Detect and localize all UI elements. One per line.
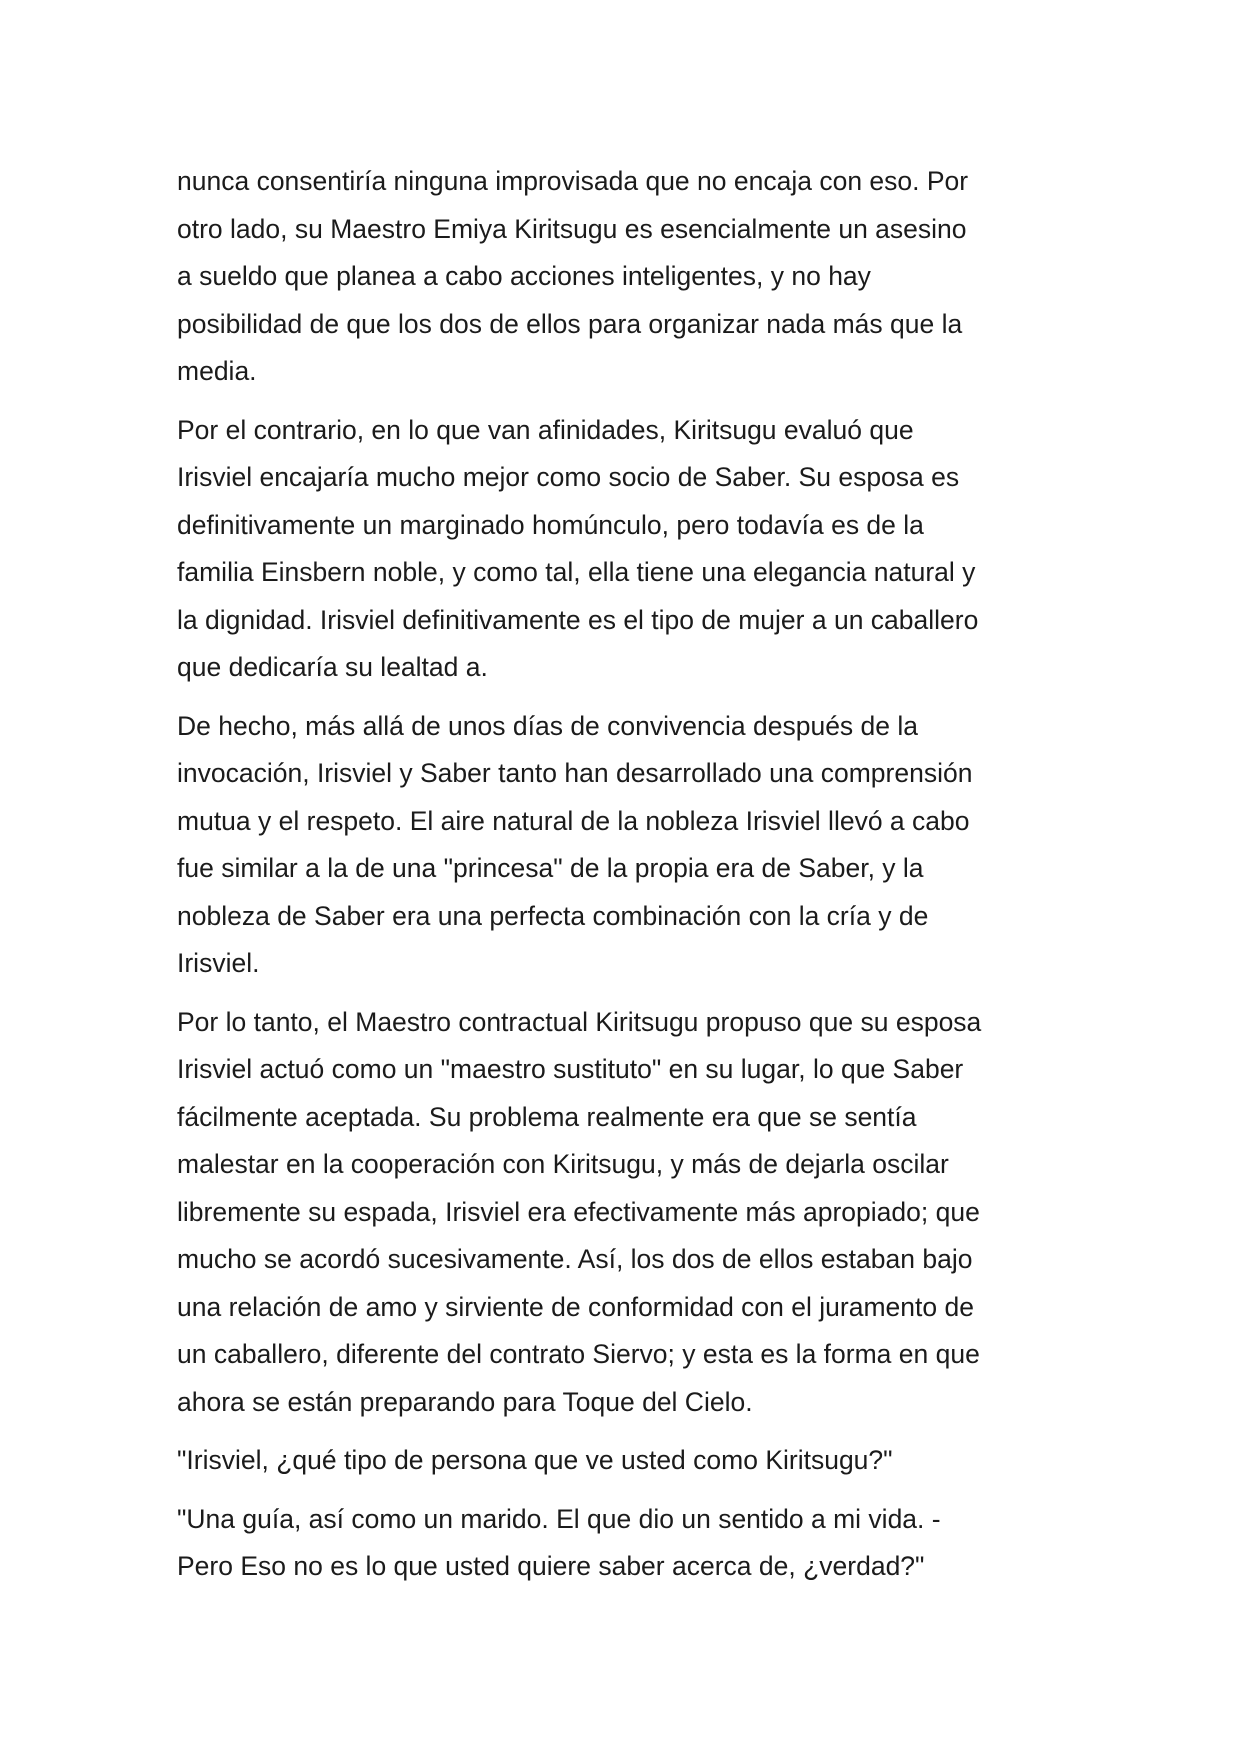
text-line: Irisviel actuó como un "maestro sustituto" en su lugar, lo que Saber xyxy=(177,1054,964,1084)
text-line: familia Einsbern noble, y como tal, ella tiene una elegancia natural y xyxy=(177,557,976,587)
paragraph-3 xyxy=(177,703,1077,988)
text-line: Irisviel. xyxy=(177,948,260,978)
text-line: otro lado, su Maestro Emiya Kiritsugu es esencialmente un asesino xyxy=(177,213,967,244)
text-line: posibilidad de que los dos de ellos para organizar nada más que la xyxy=(177,308,963,339)
paragraph-2 xyxy=(177,407,1077,692)
text-line: "Irisviel, ¿qué tipo de persona que ve usted como Kiritsugu?" xyxy=(177,1445,893,1475)
text-line: Pero Eso no es lo que usted quiere saber acerca de, ¿verdad?" xyxy=(177,1551,925,1581)
text-line: nobleza de Saber era una perfecta combinación con la cría y de xyxy=(177,900,929,931)
text-line: definitivamente un marginado homúnculo, pero todavía es de la xyxy=(177,509,924,540)
text-line: una relación de amo y sirviente de conformidad con el juramento de xyxy=(177,1291,974,1322)
paragraph-5 xyxy=(177,1437,1077,1485)
paragraph-6 xyxy=(177,1496,1077,1591)
paragraph-4 xyxy=(177,999,1077,1427)
text-line: a sueldo que planea a cabo acciones inteligentes, y no hay xyxy=(177,261,871,291)
text-line: media. xyxy=(177,356,257,386)
text-line: Irisviel encajaría mucho mejor como socio de Saber. Su esposa es xyxy=(177,462,960,492)
text-line: ahora se están preparando para Toque del Cielo. xyxy=(177,1386,753,1417)
text-line: malestar en la cooperación con Kiritsugu, y más de dejarla oscilar xyxy=(177,1149,949,1179)
text-line: que dedicaría su lealtad a. xyxy=(177,652,488,682)
text-line: un caballero, diferente del contrato Siervo; y esta es la forma en que xyxy=(177,1339,980,1369)
text-line: fácilmente aceptada. Su problema realmente era que se sentía xyxy=(177,1101,917,1132)
text-line: De hecho, más allá de unos días de convivencia después de la xyxy=(177,710,919,741)
text-line: fue similar a la de una "princesa" de la propia era de Saber, y la xyxy=(177,853,924,883)
text-line: mucho se acordó sucesivamente. Así, los dos de ellos estaban bajo xyxy=(177,1244,973,1274)
document-page xyxy=(177,158,1077,1602)
text-line: la dignidad. Irisviel definitivamente es el tipo de mujer a un caballero xyxy=(177,604,979,635)
text-line: mutua y el respeto. El aire natural de la nobleza Irisviel llevó a cabo xyxy=(177,805,970,836)
text-line: Por el contrario, en lo que van afinidades, Kiritsugu evaluó que xyxy=(177,414,914,445)
text-line: nunca consentiría ninguna improvisada que no encaja con eso. Por xyxy=(177,166,969,196)
text-line: "Una guía, así como un marido. El que dio un sentido a mi vida. - xyxy=(177,1503,941,1534)
paragraph-1 xyxy=(177,158,1077,396)
text-line: invocación, Irisviel y Saber tanto han desarrollado una comprensión xyxy=(177,758,973,788)
text-line: libremente su espada, Irisviel era efectivamente más apropiado; que xyxy=(177,1196,980,1227)
text-line: Por lo tanto, el Maestro contractual Kiritsugu propuso que su esposa xyxy=(177,1006,982,1037)
